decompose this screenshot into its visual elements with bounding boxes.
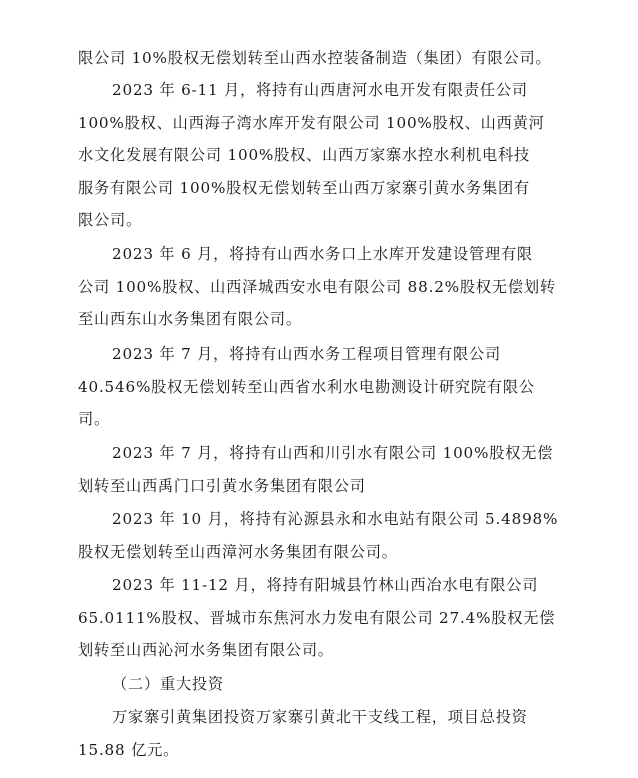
paragraph-transfer-2023-06 <box>78 238 566 336</box>
text-line: 2023 年 6 月，将持有山西水务口上水库开发建设管理有限 <box>112 245 533 263</box>
text-line: 2023 年 7 月，将持有山西水务工程项目管理有限公司 <box>112 345 501 363</box>
text-line: 划转至山西沁河水务集团有限公司。 <box>78 641 334 660</box>
text-line: 万家寨引黄集团投资万家寨引黄北干支线工程，项目总投资 <box>112 708 528 726</box>
text-line: 2023 年 11-12 月，将持有阳城县竹林山西冶水电有限公司 <box>112 576 539 594</box>
paragraph-transfer-2023-07-a <box>78 338 566 436</box>
text-line: 司。 <box>78 410 110 429</box>
paragraph-transfer-2023-06-11 <box>78 74 566 237</box>
text-line: 65.0111%股权、晋城市东焦河水力发电有限公司 27.4%股权无偿 <box>78 608 556 627</box>
paragraph-continuation <box>78 42 566 75</box>
text-line: 股权无偿划转至山西漳河水务集团有限公司。 <box>78 542 398 561</box>
text-line: 40.546%股权无偿划转至山西省水利水电勘测设计研究院有限公 <box>78 377 535 396</box>
paragraph-transfer-2023-11-12 <box>78 569 566 667</box>
text-line: 服务有限公司 100%股权无偿划转至山西万家寨引黄水务集团有 <box>78 178 530 197</box>
text-line: 2023 年 7 月，将持有山西和川引水有限公司 100%股权无偿 <box>112 444 554 462</box>
paragraph-transfer-2023-10 <box>78 503 566 568</box>
text-line: 100%股权、山西海子湾水库开发有限公司 100%股权、山西黄河 <box>78 113 545 132</box>
text-line: 水文化发展有限公司 100%股权、山西万家寨水控水利机电科技 <box>78 146 530 165</box>
text-line: 公司 100%股权、山西泽城西安水电有限公司 88.2%股权无偿划转 <box>78 277 556 296</box>
text-line: 限公司。 <box>78 211 142 230</box>
text-line: 至山西东山水务集团有限公司。 <box>78 310 302 329</box>
text-line: 2023 年 10 月，将持有沁源县永和水电站有限公司 5.4898% <box>112 510 559 528</box>
text-line: 15.88 亿元。 <box>78 740 180 759</box>
section-heading: （二）重大投资 <box>112 675 224 693</box>
text-line: 2023 年 6-11 月，将持有山西唐河水电开发有限责任公司 <box>112 81 528 99</box>
paragraph-major-investment <box>78 701 566 766</box>
text-line: 划转至山西禹门口引黄水务集团有限公司 <box>78 476 366 495</box>
paragraph-transfer-2023-07-b <box>78 437 566 502</box>
text-line: 限公司 10%股权无偿划转至山西水控装备制造（集团）有限公司。 <box>78 49 552 67</box>
